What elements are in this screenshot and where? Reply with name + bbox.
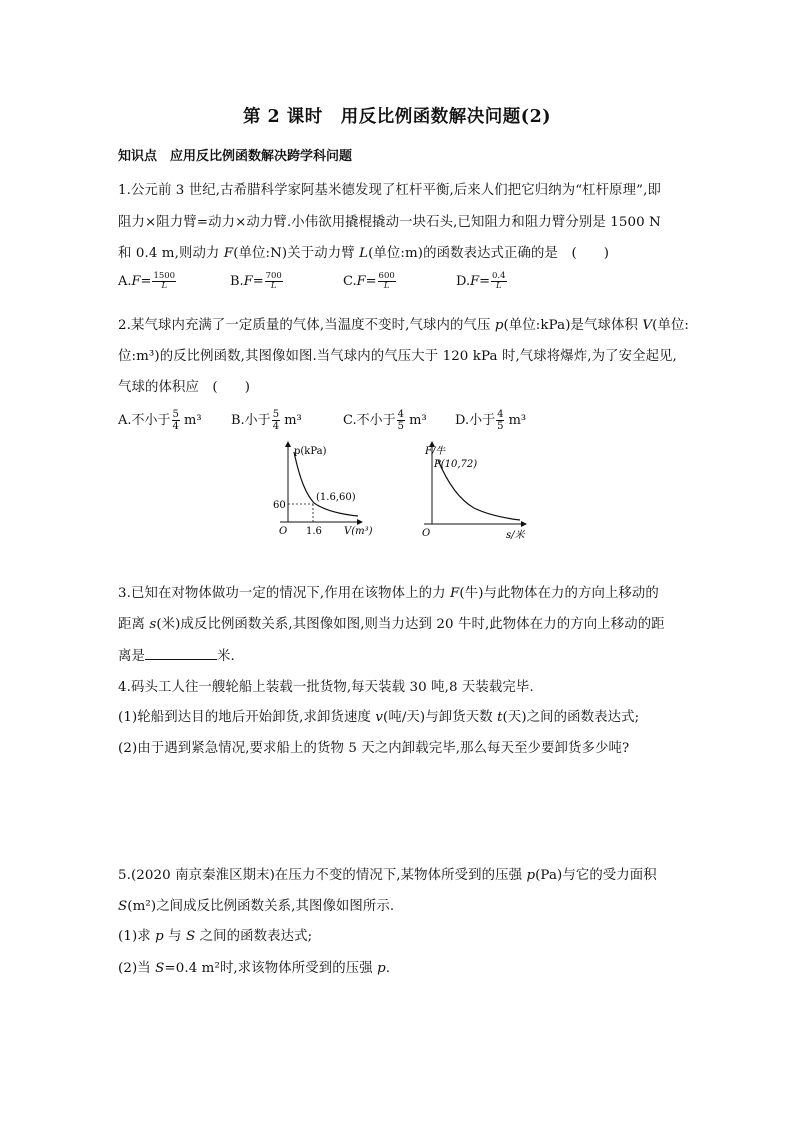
origin-label: O xyxy=(422,528,431,539)
q2-option-a[interactable]: A.不小于 $\frac{5}{4}$ m³ xyxy=(118,409,202,432)
q2-line2: 位:m³)的反比例函数,其图像如图.当气球内的气压大于 120 kPa 时,气球将爆炸,为了安全起见, xyxy=(118,349,677,364)
q2-line3: 气球的体积应 ( ) xyxy=(118,380,251,395)
q5-line2: S(m²)之间成反比例函数关系,其图像如图所示. xyxy=(118,899,395,914)
x-axis-label: s/米 xyxy=(506,530,525,540)
q1-option-c[interactable]: C.F= $\frac{600}{L}$ xyxy=(343,271,395,291)
q2-line1: 2.某气球内充满了一定质量的气体,当温度不变时,气球内的气压 p(单位:kPa)是气球体积 V(单位: xyxy=(118,318,690,333)
q3-line1: 3.已知在对物体做功一定的情况下,作用在该物体上的力 F(牛)与此物体在力的方向上移动的 xyxy=(118,586,659,601)
graph-pressure-volume xyxy=(268,440,378,540)
graph-force-distance xyxy=(412,440,532,540)
q4-line2: (1)轮船到达目的地后开始卸货,求卸货速度 v(吨/天)与卸货天数 t(天)之间的函数表达式; xyxy=(118,710,640,725)
q4-line3: (2)由于遇到紧急情况,要求船上的货物 5 天之内卸载完毕,那么每天至少要卸货多少吨? xyxy=(118,741,630,756)
point-label: P(10,72) xyxy=(434,459,478,470)
q4-line1: 4.码头工人往一艘轮船上装载一批货物,每天装载 30 吨,8 天装载完毕. xyxy=(118,680,534,695)
y-tick-label: 60 xyxy=(273,500,286,511)
q1-line3: 和 0.4 m,则动力 F(单位:N)关于动力臂 L(单位:m)的函数表达式正确的是 ( ) xyxy=(118,246,610,261)
q2-option-d[interactable]: D.小于 $\frac{4}{5}$ m³ xyxy=(455,409,527,432)
q5-line4: (2)当 S=0.4 m²时,求该物体所受到的压强 p. xyxy=(118,961,391,976)
section-heading: 知识点 应用反比例函数解决跨学科问题 xyxy=(118,149,353,164)
q2-option-c[interactable]: C.不小于 $\frac{4}{5}$ m³ xyxy=(343,409,427,432)
hyperbola-curve xyxy=(294,452,358,516)
origin-label: O xyxy=(279,526,288,537)
q1-option-d[interactable]: D.F= $\frac{0.4}{L}$ xyxy=(456,271,506,291)
q1-line1: 1.公元前 3 世纪,古希腊科学家阿基米德发现了杠杆平衡,后来人们把它归纳为“杠杆原理”,即 xyxy=(118,183,661,198)
y-axis-label: p(kPa) xyxy=(294,446,327,457)
q1-option-b[interactable]: B.F= $\frac{700}{L}$ xyxy=(230,271,282,291)
q5-line3: (1)求 p 与 S 之间的函数表达式; xyxy=(118,929,313,944)
x-axis-label: V(m³) xyxy=(344,526,373,537)
point-label: (1.6,60) xyxy=(316,492,356,503)
x-tick-label: 1.6 xyxy=(306,526,322,537)
page-title: 第 2 课时 用反比例函数解决问题(2) xyxy=(242,107,552,127)
answer-blank[interactable] xyxy=(145,647,217,660)
q1-option-a[interactable]: A.F= $\frac{1500}{L}$ xyxy=(118,271,176,291)
q3-line2: 距离 s(米)成反比例函数关系,其图像如图,则当力达到 20 牛时,此物体在力的方向上移动的距 xyxy=(118,617,665,632)
q1-line2: 阻力×阻力臂=动力×动力臂.小伟欲用撬棍撬动一块石头,已知阻力和阻力臂分别是 1500 N xyxy=(118,215,661,230)
y-axis-label: F/牛 xyxy=(425,446,446,457)
q2-option-b[interactable]: B.小于 $\frac{5}{4}$ m³ xyxy=(231,409,302,432)
q3-line3: 离是 米. xyxy=(118,649,235,664)
q5-line1: 5.(2020 南京秦淮区期末)在压力不变的情况下,某物体所受到的压强 p(Pa)与它的受力面积 xyxy=(118,868,657,883)
